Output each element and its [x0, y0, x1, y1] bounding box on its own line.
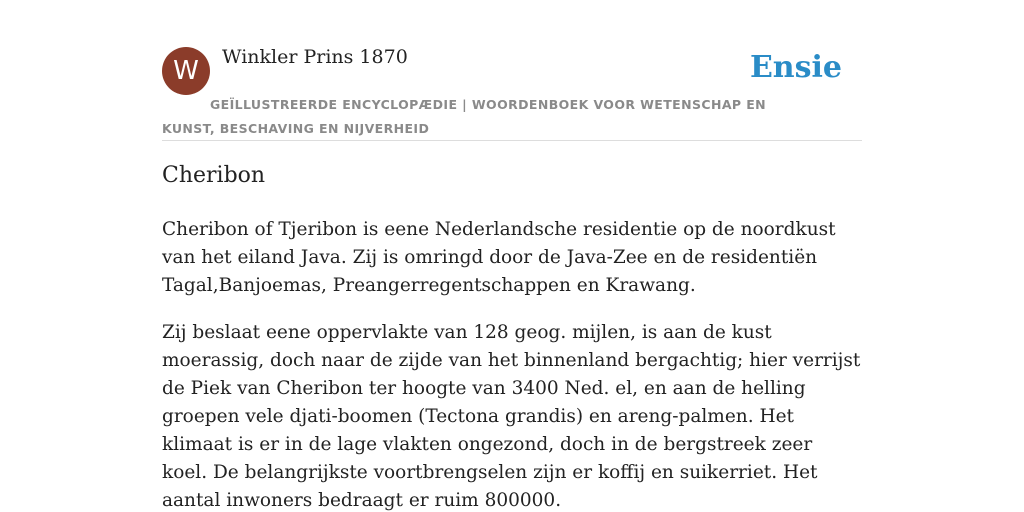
source-subtitle: GEÏLLUSTREERDE ENCYCLOPÆDIE | WOORDENBOEK VOOR WETENSCHAP EN KUNST, BESCHAVING EN NIJVERHEID	[162, 97, 767, 136]
entry-body	[162, 216, 862, 512]
entry-paragraph: Zij beslaat eene oppervlakte van 128 geog. mijlen, is aan de kust moerassig, doch naar de zijde van het binnenland bergachtig; hier verrijst de Piek van Cheribon ter hoogte van 3400 Ned. el, en aan de helling groepen vele djati-boomen (Tectona grandis) en areng-palmen. Het klimaat is er in de lage vlakten ongezond, doch in de bergstreek zeer koel. De belangrijkste voortbrengselen zijn er koffij en suikerriet. Het aantal inwoners bedraagt er ruim 800000.	[162, 322, 861, 511]
avatar[interactable]: W	[162, 47, 210, 95]
source-title[interactable]: Winkler Prins 1870	[222, 46, 408, 68]
header	[162, 44, 862, 141]
entry-title: Cheribon	[162, 163, 266, 188]
brand-logo[interactable]: Ensie	[749, 50, 842, 85]
entry-paragraph: Cheribon of Tjeribon is eene Nederlandsche residentie op de noordkust van het eiland Java. Zij is omringd door de Java-Zee en de residentiën Tagal,Banjoemas, Preangerregentschappen en Krawang.	[162, 219, 836, 296]
